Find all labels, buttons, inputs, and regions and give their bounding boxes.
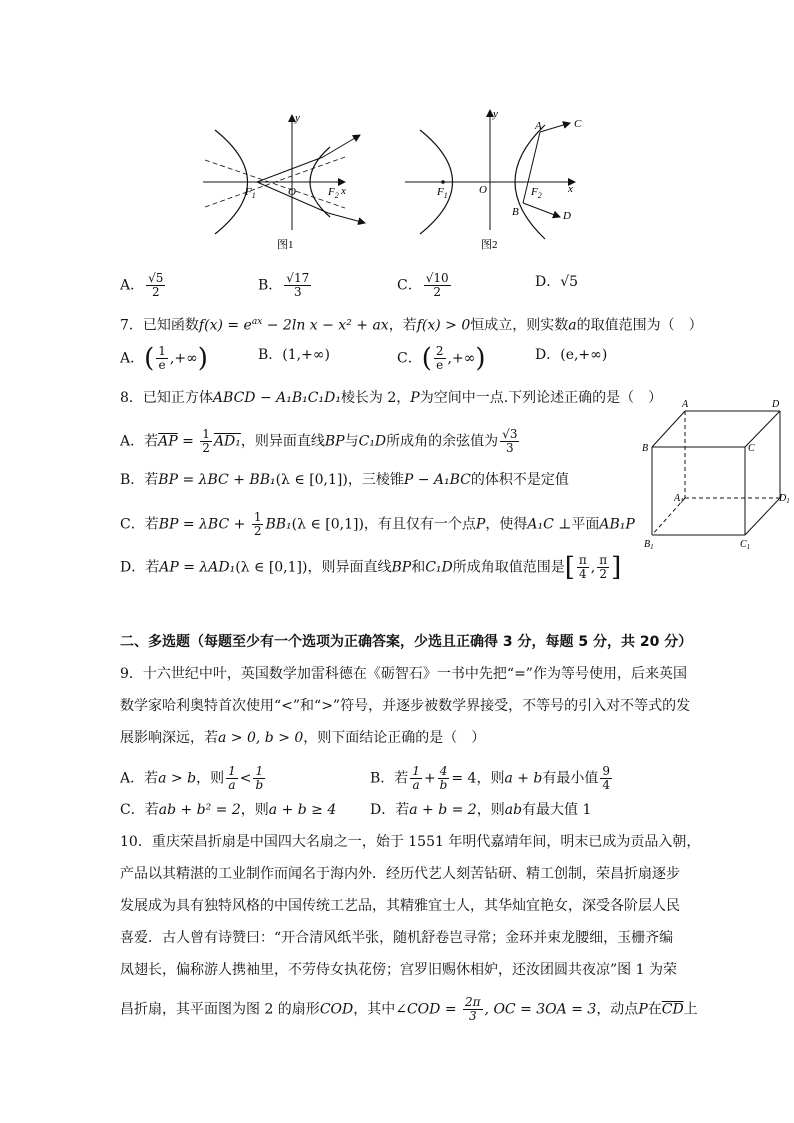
fig1-asymptote-1 [205, 160, 345, 208]
fig2-f2-label: $F_2$ [531, 186, 542, 200]
cube-edge-c1d1 [745, 498, 780, 535]
fig2-b-label: B [512, 206, 519, 218]
fig2-f1-label: $F_1$ [437, 186, 448, 200]
q6-option-b[interactable]: B． $\frac{√17}{3}$ [258, 271, 310, 299]
q10-line-3: 发展成为具有独特风格的中国传统工艺品，其精雅宜士人，其华灿宜艳女，深受各阶层人民 [120, 898, 680, 914]
fig2-caption: 图2 [481, 239, 498, 251]
cube-label-d: D [772, 399, 780, 410]
q9-option-c[interactable]: C．若ab + b² = 2，则a + b ≥ 4 [120, 802, 337, 818]
cube-label-a: A [682, 399, 689, 410]
q10-line-4: 喜爱．古人曾有诗赞曰：“开合清风纸半张，随机舒卷岂寻常；金环并束龙腰细，玉栅齐编 [120, 930, 674, 946]
fig2-d-label: D [563, 210, 571, 222]
q9-line-3: 展影响深远，若a > 0, b > 0，则下面结论正确的是（ ） [120, 730, 486, 746]
section2-title: 二、多选题（每题至少有一个选项为正确答案，少选且正确得 3 分，每题 5 分，共 20 分） [120, 634, 693, 650]
q9-line-2: 数学家哈利奥特首次使用“<”和“>”符号，并逐步被数学界接受，不等号的引入对不等式的发 [120, 698, 691, 714]
cube-label-c: C [748, 443, 755, 454]
fig1-f1-label: $F_1$ [245, 186, 256, 200]
fig1-x-label: x [341, 185, 346, 197]
q8-option-c[interactable]: C．若BP = λBC + $\frac{1}{2}$ BB₁(λ ∈ [0,1])，有且仅有一个点P，使得A₁C ⊥平面AB₁P [120, 510, 635, 538]
fig2-ray-bd [523, 203, 560, 217]
cube-label-a1: $A_1$ [674, 493, 684, 505]
fig1-y-label: y [295, 112, 300, 124]
fig2-f1-point [441, 180, 445, 184]
q8-option-d[interactable]: D．若AP = λAD₁(λ ∈ [0,1])，则异面直线BP和C₁D所成角取值范围是[ $\frac{\pi}{4}$ , $\frac{\pi}{2}$ ] [120, 552, 622, 583]
figure-1 [203, 112, 365, 251]
fig2-y-label: y [493, 108, 498, 120]
q7-option-c[interactable]: C．( $\frac{2}{e}$ ,+∞) [397, 343, 486, 374]
q6-option-c[interactable]: C． $\frac{√10}{2}$ [397, 271, 449, 299]
q6-option-a[interactable]: A． $\frac{√5}{2}$ [120, 271, 164, 299]
q6-option-d[interactable]: D．√5 [535, 274, 579, 290]
q7-option-d[interactable]: D．(e,+∞) [535, 347, 608, 363]
fig2-c-label: C [574, 118, 582, 130]
q10-line-6: 昌折扇，其平面图为图 2 的扇形COD，其中∠COD = $\frac{2\pi}{3}$ , OC = 3OA = 3，动点P在$\overline{CD}$上 [120, 995, 698, 1023]
q7-stem: 7．已知函数$f(x) = e^{ax} - 2\ln$ x − x² + ax，若f(x) > 0恒成立，则实数a的取值范围为（ ） [120, 317, 703, 334]
q9-option-d[interactable]: D．若a + b = 2，则ab有最大值 1 [370, 802, 592, 818]
q7-option-b[interactable]: B．(1,+∞) [258, 347, 330, 363]
fig1-f2-label: $F_2$ [328, 186, 339, 200]
cube-label-c1: $C_1$ [740, 539, 751, 551]
q8-option-b[interactable]: B．若BP = λBC + BB₁(λ ∈ [0,1])，三棱锥P − A₁BC的体积不是定值 [120, 472, 569, 488]
fig1-caption: 图1 [277, 239, 294, 251]
q10-line-1: 10．重庆荣昌折扇是中国四大名扇之一，始于 1551 年明代嘉靖年间，明末已成为贡品入朝， [120, 834, 701, 850]
q10-line-5: 凤翅长，偏称游人携袖里，不劳侍女执花傍；宫罗旧赐休相妒，还汝团圆共夜凉”图 1 为荣 [120, 962, 677, 978]
q8-option-a[interactable]: A．若$\overline{AP}$ = $\frac{1}{2}$ AD₁，则异面直线BP与C₁D所成角的余弦值为 $\frac{√3}{3}$ [120, 427, 518, 455]
q7-option-a[interactable]: A．( $\frac{1}{e}$ ,+∞) [120, 343, 208, 374]
fig2-ray-ac [540, 123, 570, 132]
fig2-origin-label: O [479, 184, 487, 196]
q9-option-a[interactable]: A．若a > b，则 $\frac{1}{a}$ < $\frac{1}{b}$ [120, 764, 264, 792]
cube-label-b1: $B_1$ [644, 539, 654, 551]
fig1-reflect-lower [328, 213, 365, 223]
q10-line-2: 产品以其精湛的工业制作而闻名于海内外．经历代艺人刻苦钻研、精工创制，荣昌折扇逐步 [120, 866, 680, 882]
hyperbola-figures [195, 105, 595, 255]
fig2-x-label: x [568, 183, 573, 195]
fig2-a-label: A [535, 120, 542, 132]
fig1-origin-label: O [288, 186, 296, 198]
cube-figure [640, 395, 790, 555]
cube-label-b: B [642, 443, 649, 454]
cube-edge-ab [652, 411, 685, 447]
q8-stem: 8．已知正方体ABCD − A₁B₁C₁D₁棱长为 2，P为空间中一点.下列论述正确的是（ ） [120, 390, 663, 406]
figure-2 [405, 108, 582, 251]
cube-label-d1: $D_1$ [779, 493, 790, 505]
q9-option-b[interactable]: B．若 $\frac{1}{a}$ + $\frac{4}{b}$ = 4，则a + b有最小值 $\frac{9}{4}$ [370, 764, 611, 792]
q9-line-1: 9．十六世纪中叶，英国数学加雷科德在《砺智石》一书中先把“=”作为等号使用，后来英国 [120, 666, 687, 682]
fig1-reflect-upper [323, 135, 360, 157]
cube-edge-dc [745, 411, 780, 447]
